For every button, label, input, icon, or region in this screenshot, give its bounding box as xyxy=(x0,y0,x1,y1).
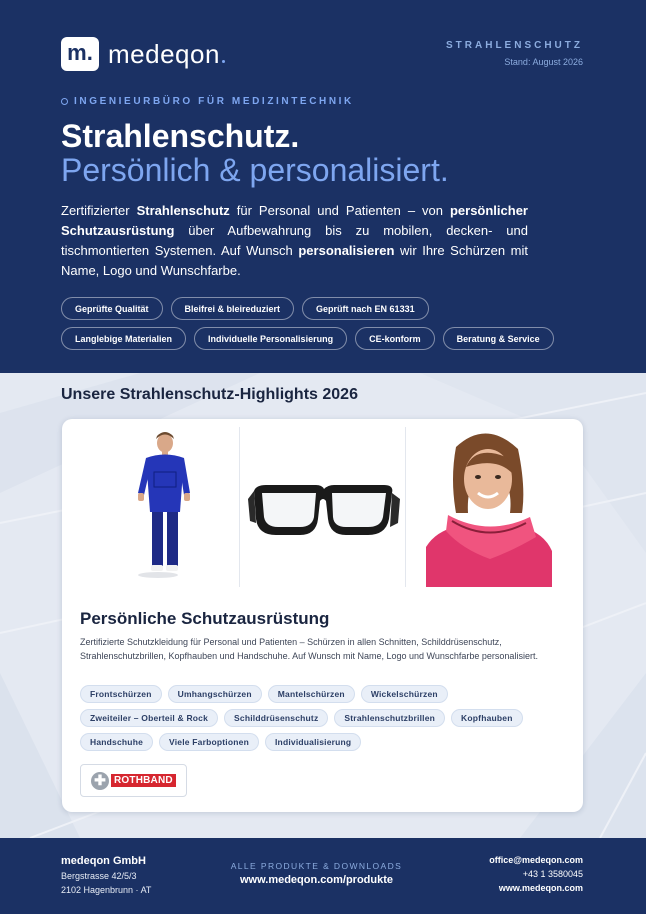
intro-paragraph xyxy=(61,201,528,281)
brand-name: ROTHBAND xyxy=(111,774,176,787)
image-divider xyxy=(239,427,240,587)
company-logo[interactable] xyxy=(61,37,225,71)
feature-chip: Beratung & Service xyxy=(443,327,554,350)
brand-logo-rothband[interactable] xyxy=(80,764,187,797)
intro-emphasis: personalisieren xyxy=(298,243,395,258)
intro-text: Zertifizierter xyxy=(61,203,137,218)
footer-products-label: ALLE PRODUKTE & DOWNLOADS xyxy=(230,861,403,871)
footer xyxy=(0,838,646,914)
product-card[interactable] xyxy=(62,419,583,812)
footer-company: medeqon GmbH xyxy=(61,855,146,867)
product-tag[interactable]: Individualisierung xyxy=(265,733,361,751)
logo-dot-icon xyxy=(222,60,225,63)
footer-address-street: Bergstrasse 42/5/3 xyxy=(61,871,137,881)
feature-chips-row-2 xyxy=(61,327,554,350)
page-title: Strahlenschutz. xyxy=(61,118,300,154)
footer-phone[interactable]: +43 1 3580045 xyxy=(522,869,583,879)
image-divider xyxy=(405,427,406,587)
footer-products-link[interactable]: www.medeqon.com/produkte xyxy=(240,874,393,886)
footer-email-link[interactable]: office@medeqon.com xyxy=(489,855,583,865)
eyebrow-text: INGENIEURBÜRO FÜR MEDIZINTECHNIK xyxy=(74,96,354,107)
product-tag[interactable]: Umhangschürzen xyxy=(168,685,262,703)
stand-date: Stand: August 2026 xyxy=(504,57,583,67)
tag-row-1 xyxy=(80,685,448,703)
product-tag[interactable]: Wickelschürzen xyxy=(361,685,448,703)
eyebrow xyxy=(61,96,354,107)
page-subtitle: Persönlich & personalisiert. xyxy=(61,152,449,188)
product-tag[interactable]: Viele Farboptionen xyxy=(159,733,259,751)
hero-section xyxy=(0,0,646,373)
intro-text: wir Ihre Schürzen mit Name, Logo und Wunschfarbe. xyxy=(61,243,528,278)
section-label: STRAHLENSCHUTZ xyxy=(446,40,583,51)
feature-chip: CE-konform xyxy=(355,327,435,350)
card-title: Persönliche Schutzausrüstung xyxy=(80,609,330,628)
intro-text: über Aufbewahrung bis zu mobilen, decken- und tischmontierten Systemen. Auf Wunsch xyxy=(61,223,528,258)
tag-row-3 xyxy=(80,733,361,751)
thyroid-shield-image xyxy=(426,427,552,587)
card-description: Zertifizierte Schutzkleidung für Personal und Patienten – Schürzen in allen Schnitten, Schilddrüsenschutz, Strahlenschutzbrillen, Kopfhauben und Handschuhe. Auf Wunsch mit Name, Logo und Wunschfarbe personalisiert. xyxy=(80,637,538,661)
product-tag[interactable]: Kopfhauben xyxy=(451,709,523,727)
product-tag[interactable]: Frontschürzen xyxy=(80,685,162,703)
feature-chip: Langlebige Materialien xyxy=(61,327,186,350)
product-tag[interactable]: Handschuhe xyxy=(80,733,153,751)
product-tag[interactable]: Schilddrüsenschutz xyxy=(224,709,328,727)
protective-glasses-image xyxy=(242,427,403,587)
feature-chip: Individuelle Personalisierung xyxy=(194,327,347,350)
tag-row-2 xyxy=(80,709,523,727)
intro-emphasis: persönlicher Schutzausrüstung xyxy=(61,203,528,238)
highlights-heading: Unsere Strahlenschutz-Highlights 2026 xyxy=(61,386,358,403)
feature-chips-row-1 xyxy=(61,297,429,320)
product-tag[interactable]: Strahlenschutzbrillen xyxy=(334,709,445,727)
footer-web-link[interactable]: www.medeqon.com xyxy=(498,883,583,893)
footer-address-city: 2102 Hagenbrunn · AT xyxy=(61,885,152,895)
plus-shield-icon: ✚ xyxy=(91,772,109,790)
feature-chip: Geprüft nach EN 61331 xyxy=(302,297,429,320)
logo-text: medeqon xyxy=(108,38,220,69)
ring-bullet-icon xyxy=(61,98,68,105)
logo-mark: m. xyxy=(61,37,99,71)
intro-emphasis: Strahlenschutz xyxy=(136,203,230,218)
product-tag[interactable]: Zweiteiler – Oberteil & Rock xyxy=(80,709,218,727)
product-tag[interactable]: Mantelschürzen xyxy=(268,685,355,703)
feature-chip: Geprüfte Qualität xyxy=(61,297,163,320)
intro-text: für Personal und Patienten – von xyxy=(229,203,450,218)
feature-chip: Bleifrei & bleireduziert xyxy=(171,297,295,320)
front-apron-image xyxy=(76,427,237,587)
